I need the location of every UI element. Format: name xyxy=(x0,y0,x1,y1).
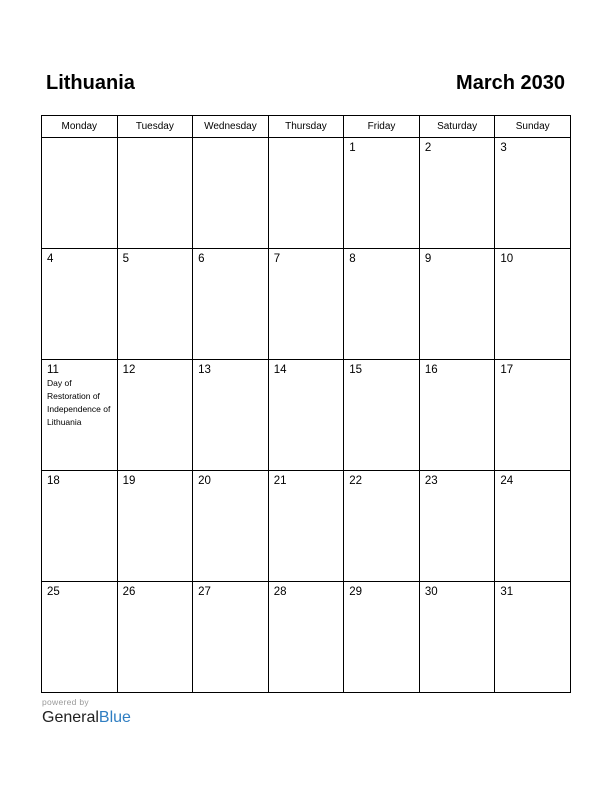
day-number: 18 xyxy=(47,475,60,487)
day-cell xyxy=(344,249,420,360)
day-number: 16 xyxy=(424,364,438,376)
day-cell xyxy=(419,471,495,582)
day-number: 6 xyxy=(198,253,205,265)
day-number: 15 xyxy=(349,364,363,376)
day-cell xyxy=(193,582,269,693)
day-cell xyxy=(42,249,118,360)
powered-by-text: powered by xyxy=(42,697,89,707)
day-cell xyxy=(419,138,495,249)
day-number: 23 xyxy=(424,475,438,487)
day-number: 10 xyxy=(500,253,514,265)
week-row xyxy=(42,582,571,693)
week-row xyxy=(42,360,571,471)
month-year-title: March 2030 xyxy=(456,72,565,94)
day-cell xyxy=(344,138,420,249)
day-number: 27 xyxy=(198,586,211,598)
day-cell xyxy=(344,471,420,582)
day-cell xyxy=(268,471,344,582)
day-cell xyxy=(268,582,344,693)
day-number: 21 xyxy=(273,475,287,487)
day-cell xyxy=(268,138,344,249)
day-number: 5 xyxy=(122,253,129,265)
day-number: 26 xyxy=(122,586,136,598)
day-number: 13 xyxy=(198,364,211,376)
day-cell xyxy=(344,582,420,693)
day-cell xyxy=(193,360,269,471)
day-number: 29 xyxy=(349,586,363,598)
week-row xyxy=(42,138,571,249)
day-cell xyxy=(193,138,269,249)
weekday-header: Sunday xyxy=(495,116,571,138)
day-cell xyxy=(193,249,269,360)
weekday-header: Wednesday xyxy=(193,116,269,138)
day-cell xyxy=(117,249,193,360)
weekday-header: Monday xyxy=(42,116,118,138)
day-cell xyxy=(117,360,193,471)
day-cell xyxy=(117,471,193,582)
day-number: 28 xyxy=(273,586,287,598)
day-cell xyxy=(495,249,571,360)
day-cell xyxy=(193,471,269,582)
day-number: 8 xyxy=(349,253,356,265)
day-cell xyxy=(419,582,495,693)
day-cell xyxy=(42,471,118,582)
day-cell xyxy=(117,138,193,249)
day-cell xyxy=(42,138,118,249)
weekday-header: Tuesday xyxy=(117,116,193,138)
day-cell xyxy=(495,138,571,249)
day-number: 9 xyxy=(424,253,432,265)
day-cell xyxy=(117,582,193,693)
day-number: 12 xyxy=(122,364,136,376)
day-number: 2 xyxy=(424,142,432,154)
week-row xyxy=(42,249,571,360)
day-number: 31 xyxy=(500,586,514,598)
weekday-header-row xyxy=(42,116,571,138)
week-row xyxy=(42,471,571,582)
day-number: 4 xyxy=(47,253,54,265)
day-cell xyxy=(419,249,495,360)
day-number: 22 xyxy=(349,475,363,487)
day-cell xyxy=(268,249,344,360)
calendar-grid xyxy=(41,115,571,693)
weekday-header: Saturday xyxy=(419,116,495,138)
brand-logo[interactable] xyxy=(42,707,131,729)
day-number: 24 xyxy=(500,475,514,487)
day-number: 7 xyxy=(273,253,281,265)
day-number: 3 xyxy=(500,142,507,154)
day-cell xyxy=(268,360,344,471)
brand-blue-text: Blue xyxy=(98,709,131,726)
day-cell xyxy=(344,360,420,471)
brand-general-text: General xyxy=(42,709,99,726)
day-cell xyxy=(419,360,495,471)
day-number: 1 xyxy=(349,142,356,154)
weekday-header: Friday xyxy=(344,116,420,138)
day-cell xyxy=(495,471,571,582)
day-number: 30 xyxy=(424,586,438,598)
holiday-label: Day of Restoration of Independence of Lithuania xyxy=(47,378,111,427)
day-number: 20 xyxy=(198,475,211,487)
weekday-header: Thursday xyxy=(268,116,344,138)
footer-branding xyxy=(42,697,131,729)
day-cell xyxy=(42,360,118,471)
day-cell xyxy=(42,582,118,693)
day-cell xyxy=(495,360,571,471)
day-cell xyxy=(495,582,571,693)
day-number: 25 xyxy=(47,586,60,598)
day-number: 17 xyxy=(500,364,514,376)
day-number: 19 xyxy=(122,475,136,487)
country-title: Lithuania xyxy=(46,72,135,94)
day-number: 11 xyxy=(47,364,59,376)
day-number: 14 xyxy=(273,364,287,376)
